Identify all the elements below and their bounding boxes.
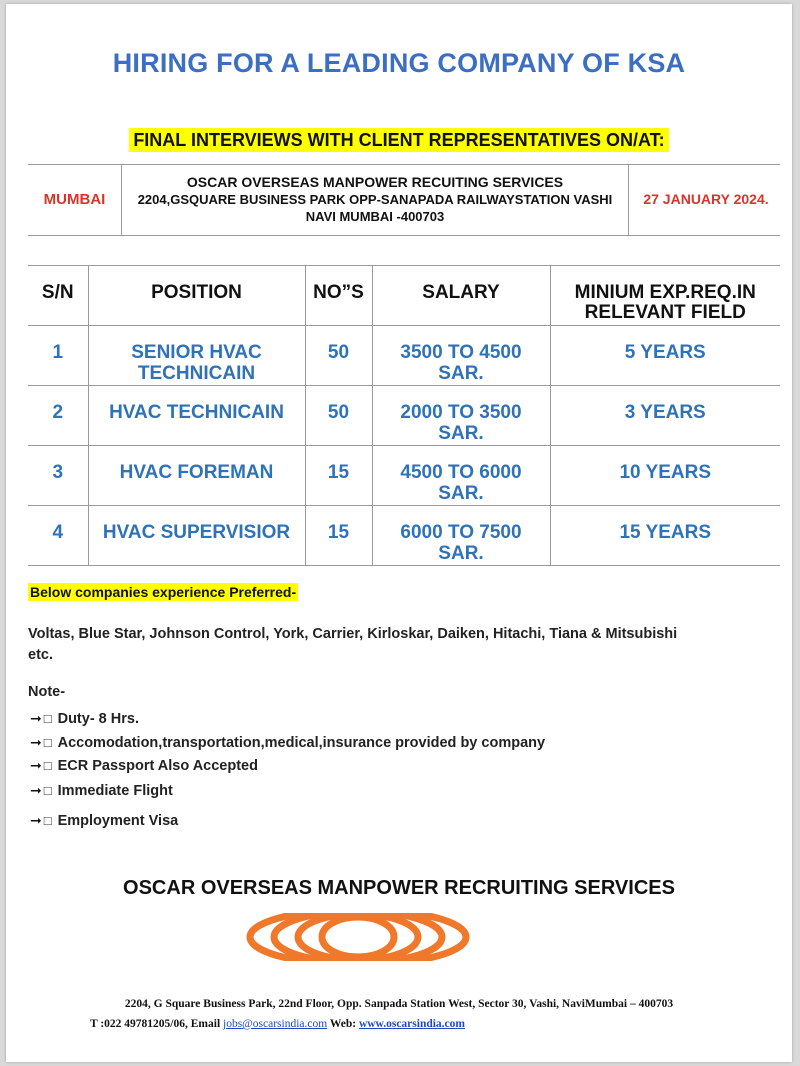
- row-sn: 2: [28, 386, 88, 446]
- table-row: [28, 446, 780, 506]
- note-text: Accomodation,transportation,medical,insurance provided by company: [57, 734, 546, 751]
- note-heading: Note-: [28, 684, 66, 700]
- footer-email-label: Email: [190, 1018, 221, 1030]
- row-position-line1: HVAC FOREMAN: [119, 462, 274, 483]
- note-item: [30, 757, 258, 774]
- row-sn: 3: [28, 446, 88, 506]
- arrow-right-icon: ➞: [30, 757, 42, 773]
- row-salary-line1: 6000 TO 7500: [400, 522, 522, 543]
- interview-subtitle: [6, 130, 792, 151]
- row-salary: [372, 386, 550, 446]
- checkbox-icon: □: [43, 758, 52, 773]
- row-salary: [372, 326, 550, 386]
- footer-phone: T :022 49781205/06,: [90, 1018, 188, 1030]
- note-text: Duty- 8 Hrs.: [57, 710, 139, 727]
- row-salary-line1: 2000 TO 3500: [400, 402, 522, 423]
- row-salary-line2: SAR.: [438, 363, 484, 384]
- row-position-line1: HVAC SUPERVISIOR: [102, 522, 291, 543]
- row-salary-line2: SAR.: [438, 423, 484, 444]
- checkbox-icon: □: [43, 711, 52, 726]
- row-salary-line2: SAR.: [438, 543, 484, 564]
- preferred-heading-text: Below companies experience Preferred-: [30, 584, 297, 600]
- row-sn: 1: [28, 326, 88, 386]
- checkbox-icon: □: [43, 735, 52, 750]
- header-count: NO”S: [305, 266, 372, 326]
- row-experience: 15 YEARS: [550, 506, 780, 566]
- table-row: [28, 326, 780, 386]
- arrow-right-icon: ➞: [30, 782, 42, 798]
- note-item: [30, 734, 545, 751]
- row-salary-line1: 3500 TO 4500: [400, 342, 522, 363]
- note-item: [30, 782, 173, 799]
- venue-divider: [121, 165, 122, 235]
- row-salary-line1: 4500 TO 6000: [400, 462, 522, 483]
- venue-address-line2: NAVI MUMBAI -400703: [305, 209, 445, 224]
- note-item: [30, 710, 139, 727]
- note-text: Employment Visa: [57, 812, 179, 829]
- arrow-right-icon: ➞: [30, 734, 42, 750]
- footer-web-link[interactable]: www.oscarsindia.com: [358, 1018, 465, 1030]
- flyer-page: [6, 4, 792, 1062]
- table-header-row: [28, 266, 780, 326]
- row-experience: 10 YEARS: [550, 446, 780, 506]
- interview-subtitle-text: FINAL INTERVIEWS WITH CLIENT REPRESENTATIVES ON/AT:: [129, 128, 668, 152]
- header-position: POSITION: [88, 266, 305, 326]
- header-salary: SALARY: [372, 266, 550, 326]
- companies-list: [28, 624, 768, 666]
- header-experience-line2: RELEVANT FIELD: [584, 302, 746, 323]
- header-experience-line1: MINIUM EXP.REQ.IN: [574, 282, 756, 303]
- footer-agency-name: OSCAR OVERSEAS MANPOWER RECRUITING SERVICES: [123, 877, 675, 899]
- note-text: Immediate Flight: [57, 782, 173, 799]
- table-row: [28, 386, 780, 446]
- row-position: [88, 386, 305, 446]
- row-count: 50: [305, 386, 372, 446]
- row-position: [88, 326, 305, 386]
- note-item: [30, 812, 178, 829]
- row-salary-line2: SAR.: [438, 483, 484, 504]
- preferred-heading: [28, 584, 298, 602]
- footer-contact: [90, 1018, 465, 1030]
- checkbox-icon: □: [43, 813, 52, 828]
- footer-web-label: Web:: [329, 1018, 357, 1030]
- positions-table: [28, 265, 780, 566]
- row-salary: [372, 506, 550, 566]
- arrow-right-icon: ➞: [30, 812, 42, 828]
- row-salary: [372, 446, 550, 506]
- row-position: [88, 506, 305, 566]
- venue-date: 27 JANUARY 2024.: [643, 191, 769, 207]
- row-experience: 3 YEARS: [550, 386, 780, 446]
- row-sn: 4: [28, 506, 88, 566]
- row-position-line1: SENIOR HVAC: [131, 342, 262, 363]
- checkbox-icon: □: [43, 783, 52, 798]
- venue-box: [28, 164, 780, 236]
- page-title: HIRING FOR A LEADING COMPANY OF KSA: [112, 48, 686, 78]
- venue-agency: OSCAR OVERSEAS MANPOWER RECUITING SERVICES: [186, 174, 564, 190]
- footer-email-link[interactable]: jobs@oscarsindia.com: [223, 1018, 328, 1030]
- oscar-rings-logo-icon: [238, 903, 478, 976]
- row-count: 15: [305, 506, 372, 566]
- venue-address: [123, 174, 627, 225]
- row-count: 15: [305, 446, 372, 506]
- note-text: ECR Passport Also Accepted: [57, 757, 258, 774]
- row-experience: 5 YEARS: [550, 326, 780, 386]
- row-position: [88, 446, 305, 506]
- header-sn: S/N: [28, 266, 88, 326]
- footer-address: 2204, G Square Business Park, 22nd Floor, Opp. Sanpada Station West, Sector 30, Vashi, NaviMumbai – 400703: [124, 998, 674, 1010]
- venue-address-line1: 2204,GSQUARE BUSINESS PARK OPP-SANAPADA RAILWAYSTATION VASHI: [137, 192, 613, 207]
- companies-line2: etc.: [28, 647, 53, 663]
- row-position-line1: HVAC TECHNICAIN: [109, 402, 284, 423]
- arrow-right-icon: ➞: [30, 710, 42, 726]
- venue-city: MUMBAI: [43, 191, 106, 208]
- header-experience: [550, 266, 780, 326]
- row-count: 50: [305, 326, 372, 386]
- table-row: [28, 506, 780, 566]
- venue-divider: [628, 165, 629, 235]
- row-position-line2: TECHNICAIN: [137, 363, 256, 384]
- companies-line1: Voltas, Blue Star, Johnson Control, York, Carrier, Kirloskar, Daiken, Hitachi, Tiana & Mitsubishi: [28, 626, 678, 642]
